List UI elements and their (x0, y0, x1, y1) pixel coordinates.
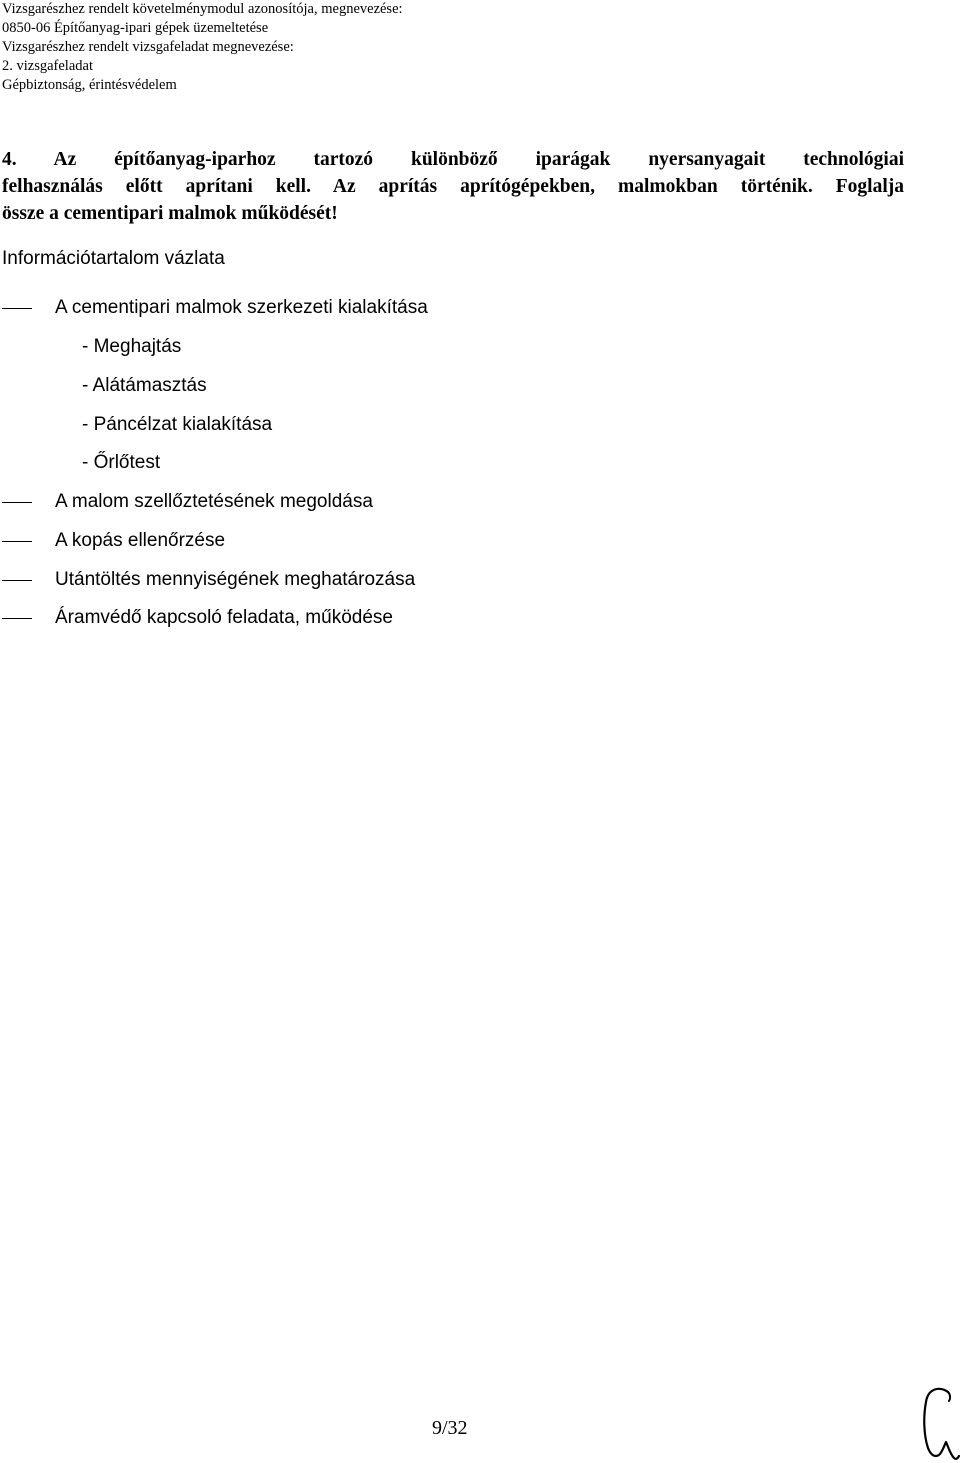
task-line-2: felhasználás előtt aprítani kell. Az aprítás aprítógépekben, malmokban történik. Foglalja (2, 176, 904, 197)
dash-bullet (2, 541, 32, 542)
dash-bullet (2, 502, 32, 503)
dash-bullet (2, 618, 32, 619)
task-line-3: össze a cementipari malmok működését! (2, 203, 338, 224)
outline-item-label: A cementipari malmok szerkezeti kialakítása (55, 297, 428, 318)
header-line-module-name: 0850-06 Építőanyag-ipari gépek üzemeltetése (2, 20, 269, 36)
outline-subitem-grinding-media: - Őrlőtest (82, 452, 161, 473)
header-line-task-number: 2. vizsgafeladat (2, 58, 93, 74)
outline-subitem-armor: - Páncélzat kialakítása (82, 414, 273, 435)
outline-subitem-drive: - Meghajtás (82, 336, 182, 357)
dash-bullet (2, 308, 32, 309)
outline-item-label: A kopás ellenőrzése (55, 530, 226, 551)
outline-item-label: A malom szellőztetésének megoldása (55, 491, 373, 512)
header-line-task-topic: Gépbiztonság, érintésvédelem (2, 77, 177, 93)
outline-item-label: Áramvédő kapcsoló feladata, működése (55, 607, 393, 628)
outline-subitem-support: - Alátámasztás (82, 375, 207, 396)
outline-item-label: Utántöltés mennyiségének meghatározása (55, 569, 416, 590)
document-header (2, 0, 403, 95)
dash-bullet (2, 580, 32, 581)
outline-title: Információtartalom vázlata (2, 248, 225, 269)
task-line-1: 4. Az építőanyag-iparhoz tartozó különböző iparágak nyersanyagait technológiai (2, 149, 904, 170)
task-question (2, 146, 904, 227)
handwritten-signature (918, 1384, 960, 1462)
header-line-task-label: Vizsgarészhez rendelt vizsgafeladat megnevezése: (2, 39, 294, 55)
page-number: 9/32 (432, 1417, 468, 1439)
header-line-module-label: Vizsgarészhez rendelt követelménymodul azonosítója, megnevezése: (2, 1, 403, 17)
